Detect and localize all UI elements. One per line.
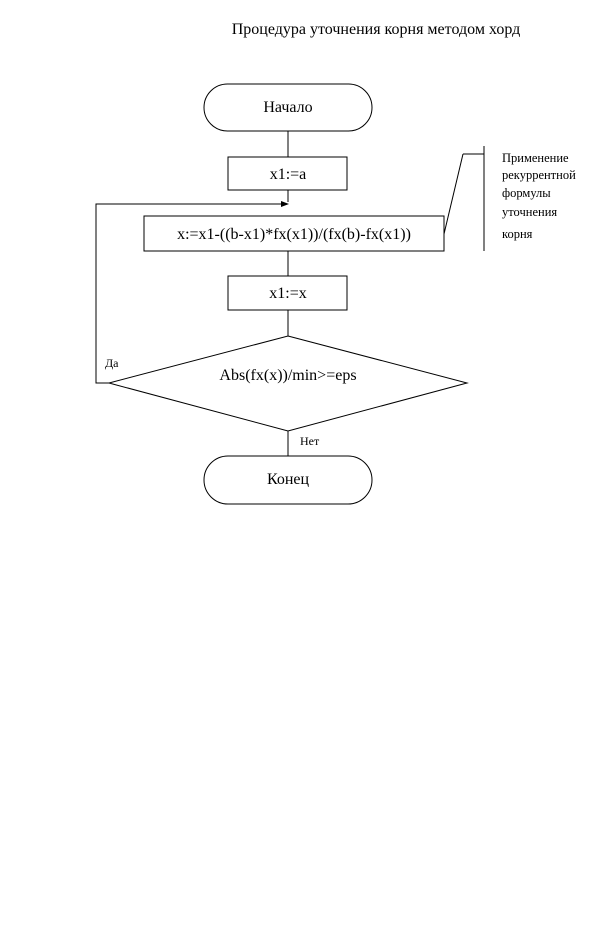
annotation-line-4: уточнения <box>502 205 558 219</box>
annotation-line-3: формулы <box>502 186 551 200</box>
assign-label: x1:=x <box>269 285 307 302</box>
assign-node <box>228 276 347 310</box>
no-branch-label: Нет <box>300 434 320 448</box>
page-title: Процедура уточнения корня методом хорд <box>231 21 521 38</box>
start-label: Начало <box>263 99 313 116</box>
init-node <box>228 157 347 190</box>
formula-node <box>144 216 444 251</box>
condition-label: Abs(fx(x))/min>=eps <box>219 367 357 384</box>
yes-branch-label: Да <box>105 356 119 370</box>
end-label: Конец <box>266 471 310 488</box>
init-label: x1:=a <box>269 166 307 183</box>
end-node <box>204 456 372 504</box>
formula-label: x:=x1-((b-x1)*fx(x1))/(fx(b)-fx(x1)) <box>177 226 411 243</box>
annotation-text <box>502 151 576 241</box>
annotation-line-2: рекуррентной <box>502 168 576 182</box>
annotation-connector <box>444 154 463 234</box>
start-node <box>204 84 372 131</box>
annotation-line-1: Применение <box>502 151 569 165</box>
condition-node <box>109 336 467 431</box>
annotation-line-5: корня <box>502 227 533 241</box>
